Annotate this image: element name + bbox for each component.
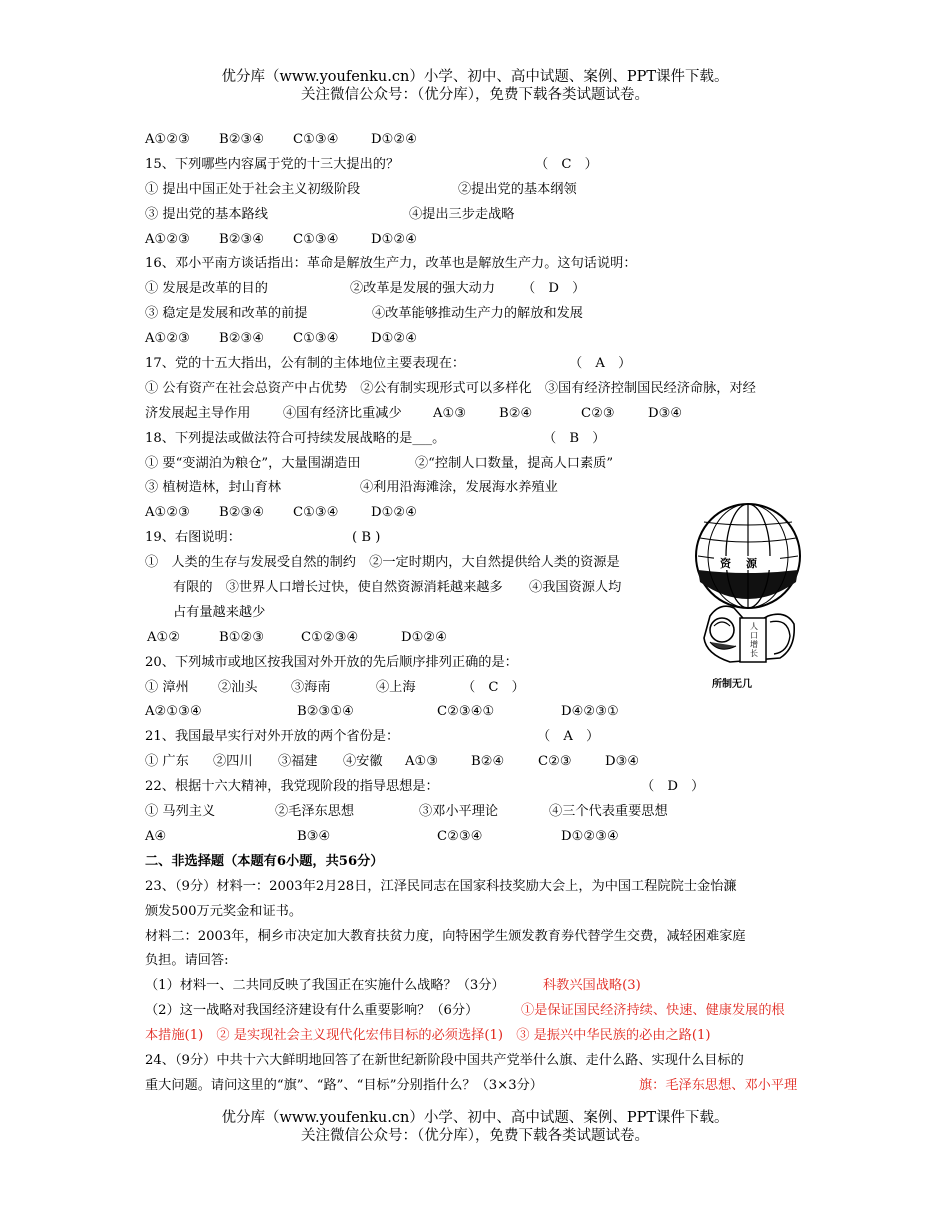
q22-items [145, 800, 807, 825]
q23-sub-2 [145, 999, 807, 1024]
answer-text: 本措施(1) ② 是实现社会主义现代化宏伟目标的必须选择(1) ③ 是振兴中华民族的必由之路(1) [145, 1028, 711, 1044]
option-a: A①②③ [145, 331, 190, 347]
header-line-1: 优分库（www.youfenku.cn）小学、初中、高中试题、案例、PPT课件下载。 [221, 69, 729, 85]
q22-options [145, 825, 807, 850]
question-text: 23、（9分）材料一：2003年2月28日，江泽民同志在国家科技奖励大会上，为中国工程院院士金怡濂 [145, 878, 737, 894]
resource-globe-cartoon [690, 498, 805, 698]
item: ④上海 [376, 679, 416, 695]
footer-line-2: 关注微信公众号：（优分库），免费下载各类试题试卷。 [301, 1128, 649, 1144]
answer: （ D ） [522, 281, 586, 297]
item: ③邓小平理论 [419, 804, 499, 820]
q24-line-2 [145, 1074, 807, 1099]
sub-question: （1）材料一、二共同反映了我国正在实施什么战略？（3分） [145, 978, 505, 994]
option-b: B②④ [471, 754, 505, 770]
item: ④提出三步走战略 [409, 206, 515, 222]
figure-caption: 所制无几 [712, 679, 752, 690]
q23-sub-1 [145, 974, 807, 999]
question-text: 负担。请回答: [145, 953, 229, 969]
option-a: A①② [147, 629, 181, 645]
question-text: 24、（9分）中共十六大鲜明地回答了在新世纪新阶段中国共产党举什么旗、走什么路、实现什么目标的 [145, 1052, 744, 1068]
q18-items-1 [145, 452, 807, 477]
option-d: D③④ [605, 754, 640, 770]
option-b: B②③④ [219, 505, 265, 521]
item: ① 漳州 [145, 679, 189, 695]
item: ③ 提出党的基本路线 [145, 206, 268, 222]
q16-items-2 [145, 302, 807, 327]
answer-text: ①是保证国民经济持续、快速、健康发展的根 [521, 1003, 785, 1019]
option-a: A①②③ [145, 132, 190, 147]
option-c: C①②③④ [301, 629, 359, 645]
answer: ( B ) [352, 530, 381, 546]
item: ③ 植树造林，封山育林 [145, 480, 282, 496]
q22-stem [145, 775, 807, 800]
q16-items-1 [145, 277, 807, 302]
q21-stem [145, 725, 807, 750]
answer: （ B ） [543, 430, 606, 446]
question-stem: 22、根据十六大精神，我党现阶段的指导思想是： [145, 779, 439, 795]
option-c: C②③④ [437, 828, 483, 844]
item-text: ① 人类的生存与发展受自然的制约 ②一定时期内，大自然提供给人类的资源是 [145, 555, 620, 571]
option-c: C②③ [538, 754, 572, 770]
option-c: C①③④ [293, 132, 339, 147]
question-stem: 20、下列城市或地区按我国对外开放的先后顺序排列正确的是： [145, 654, 518, 670]
item: ③ 稳定是发展和改革的前提 [145, 306, 308, 322]
globe-label: 资 源 [720, 557, 759, 570]
q15-stem [145, 153, 807, 178]
answer: （ D ） [641, 779, 705, 795]
q23-line-1 [145, 875, 807, 900]
item: ④安徽 [343, 754, 383, 770]
q20-options [145, 700, 807, 725]
option-a: A①②③ [145, 505, 190, 521]
item: ②提出党的基本纲领 [458, 181, 577, 197]
question-stem: 15、下列哪些内容属于党的十三大提出的？ [145, 156, 400, 172]
q17-line-1 [145, 377, 807, 402]
section-title: 二、非选择题（本题有6小题，共56分） [145, 853, 384, 869]
item: ③福建 [278, 754, 318, 770]
q23-line-4 [145, 949, 807, 974]
box-label: 人口增长 [750, 622, 758, 658]
option-a: A①②③ [145, 231, 190, 247]
answer: （ A ） [537, 729, 600, 745]
question-stem: 17、党的十五大指出，公有制的主体地位主要表现在： [145, 356, 466, 372]
item: ① 提出中国正处于社会主义初级阶段 [145, 181, 361, 197]
answer-text: 科教兴国战略(3) [543, 978, 641, 994]
option-c: C②③④① [437, 704, 495, 720]
q17-line-2 [145, 402, 807, 427]
option-d: D①②④ [371, 331, 418, 347]
option-c: C①③④ [293, 505, 339, 521]
item-text: 济发展起主导作用 [145, 405, 251, 421]
option-d: D①②④ [371, 505, 418, 521]
q21-items [145, 750, 807, 775]
item: ②改革是发展的强大动力 [350, 281, 496, 297]
option-d: D①②③④ [561, 828, 619, 844]
item-text: ① 公有资产在社会总资产中占优势 ②公有制实现形式可以多样化 ③国有经济控制国民经济命脉，对经 [145, 380, 756, 396]
option-d: D①②④ [371, 231, 418, 247]
answer-text: 旗：毛泽东思想、邓小平理 [639, 1077, 798, 1093]
q16-stem [145, 252, 807, 277]
page-header [0, 68, 950, 104]
item: ① 马列主义 [145, 804, 216, 820]
q18-stem [145, 427, 807, 452]
option-b: B②③①④ [297, 704, 354, 720]
q14-options [145, 128, 807, 153]
item: ③海南 [291, 679, 331, 695]
item: ②“控制人口数量，提高人口素质” [415, 455, 614, 471]
question-stem: 21、我国最早实行对外开放的两个省份是： [145, 729, 400, 745]
option-b: B②④ [499, 405, 533, 421]
item: ① 广东 [145, 754, 189, 770]
item: ① 发展是改革的目的 [145, 281, 268, 297]
q15-items-1 [145, 178, 807, 203]
option-c: C①③④ [293, 231, 339, 247]
question-text: 材料二：2003年，桐乡市决定加大教育扶贫力度，向特困学生颁发教育券代替学生交费，减轻困难家庭 [145, 928, 746, 944]
option-d: D①②④ [401, 629, 448, 645]
item: ④利用沿海滩涂，发展海水养殖业 [360, 480, 558, 496]
item: ②汕头 [218, 679, 258, 695]
option-b: B①②③ [219, 629, 265, 645]
q17-stem [145, 352, 807, 377]
q23-line-3 [145, 925, 807, 950]
option-a: A①③ [405, 754, 439, 770]
item: ④国有经济比重减少 [283, 405, 402, 421]
answer: （ C ） [535, 156, 598, 172]
q23-line-2 [145, 900, 807, 925]
option-a: A①③ [433, 405, 467, 421]
q15-options [145, 228, 807, 253]
question-stem: 19、右图说明： [145, 530, 241, 546]
option-c: C②③ [581, 405, 615, 421]
header-line-2: 关注微信公众号：（优分库），免费下载各类试题试卷。 [301, 87, 649, 103]
item: ②四川 [213, 754, 253, 770]
option-b: B③④ [297, 828, 331, 844]
question-stem: 16、邓小平南方谈话指出：革命是解放生产力，改革也是解放生产力。这句话说明： [145, 256, 637, 272]
question-text: 重大问题。请问这里的“旗”、“路”、“目标”分别指什么？（3×3分） [145, 1077, 543, 1093]
footer-line-1: 优分库（www.youfenku.cn）小学、初中、高中试题、案例、PPT课件下载。 [221, 1110, 729, 1126]
question-stem: 18、下列提法或做法符合可持续发展战略的是___。 [145, 430, 446, 446]
option-b: B②③④ [219, 132, 265, 147]
option-b: B②③④ [219, 331, 265, 347]
option-b: B②③④ [219, 231, 265, 247]
item: ④改革能够推动生产力的解放和发展 [372, 306, 583, 322]
option-d: D③④ [648, 405, 683, 421]
sub-question: （2）这一战略对我国经济建设有什么重要影响？（6分） [145, 1003, 479, 1019]
item: ④三个代表重要思想 [549, 804, 668, 820]
item-text: 占有量越来越少 [173, 604, 266, 620]
item: ① 要“变湖泊为粮仓”，大量围湖造田 [145, 455, 361, 471]
item: ②毛泽东思想 [275, 804, 355, 820]
option-c: C①③④ [293, 331, 339, 347]
page-footer [0, 1109, 950, 1145]
section-2-title [145, 850, 807, 875]
answer: （ C ） [462, 679, 525, 695]
answer: （ A ） [569, 356, 632, 372]
q15-items-2 [145, 203, 807, 228]
option-a: A②①③④ [145, 704, 202, 720]
option-d: D④②③① [561, 704, 619, 720]
option-d: D①②④ [371, 132, 418, 147]
q24-line-1 [145, 1049, 807, 1074]
q23-sub-2-answer [145, 1024, 807, 1049]
q16-options [145, 327, 807, 352]
option-a: A④ [145, 828, 167, 844]
item-text: 有限的 ③世界人口增长过快，使自然资源消耗越来越多 ④我国资源人均 [173, 580, 622, 596]
question-text: 颁发500万元奖金和证书。 [145, 903, 303, 919]
